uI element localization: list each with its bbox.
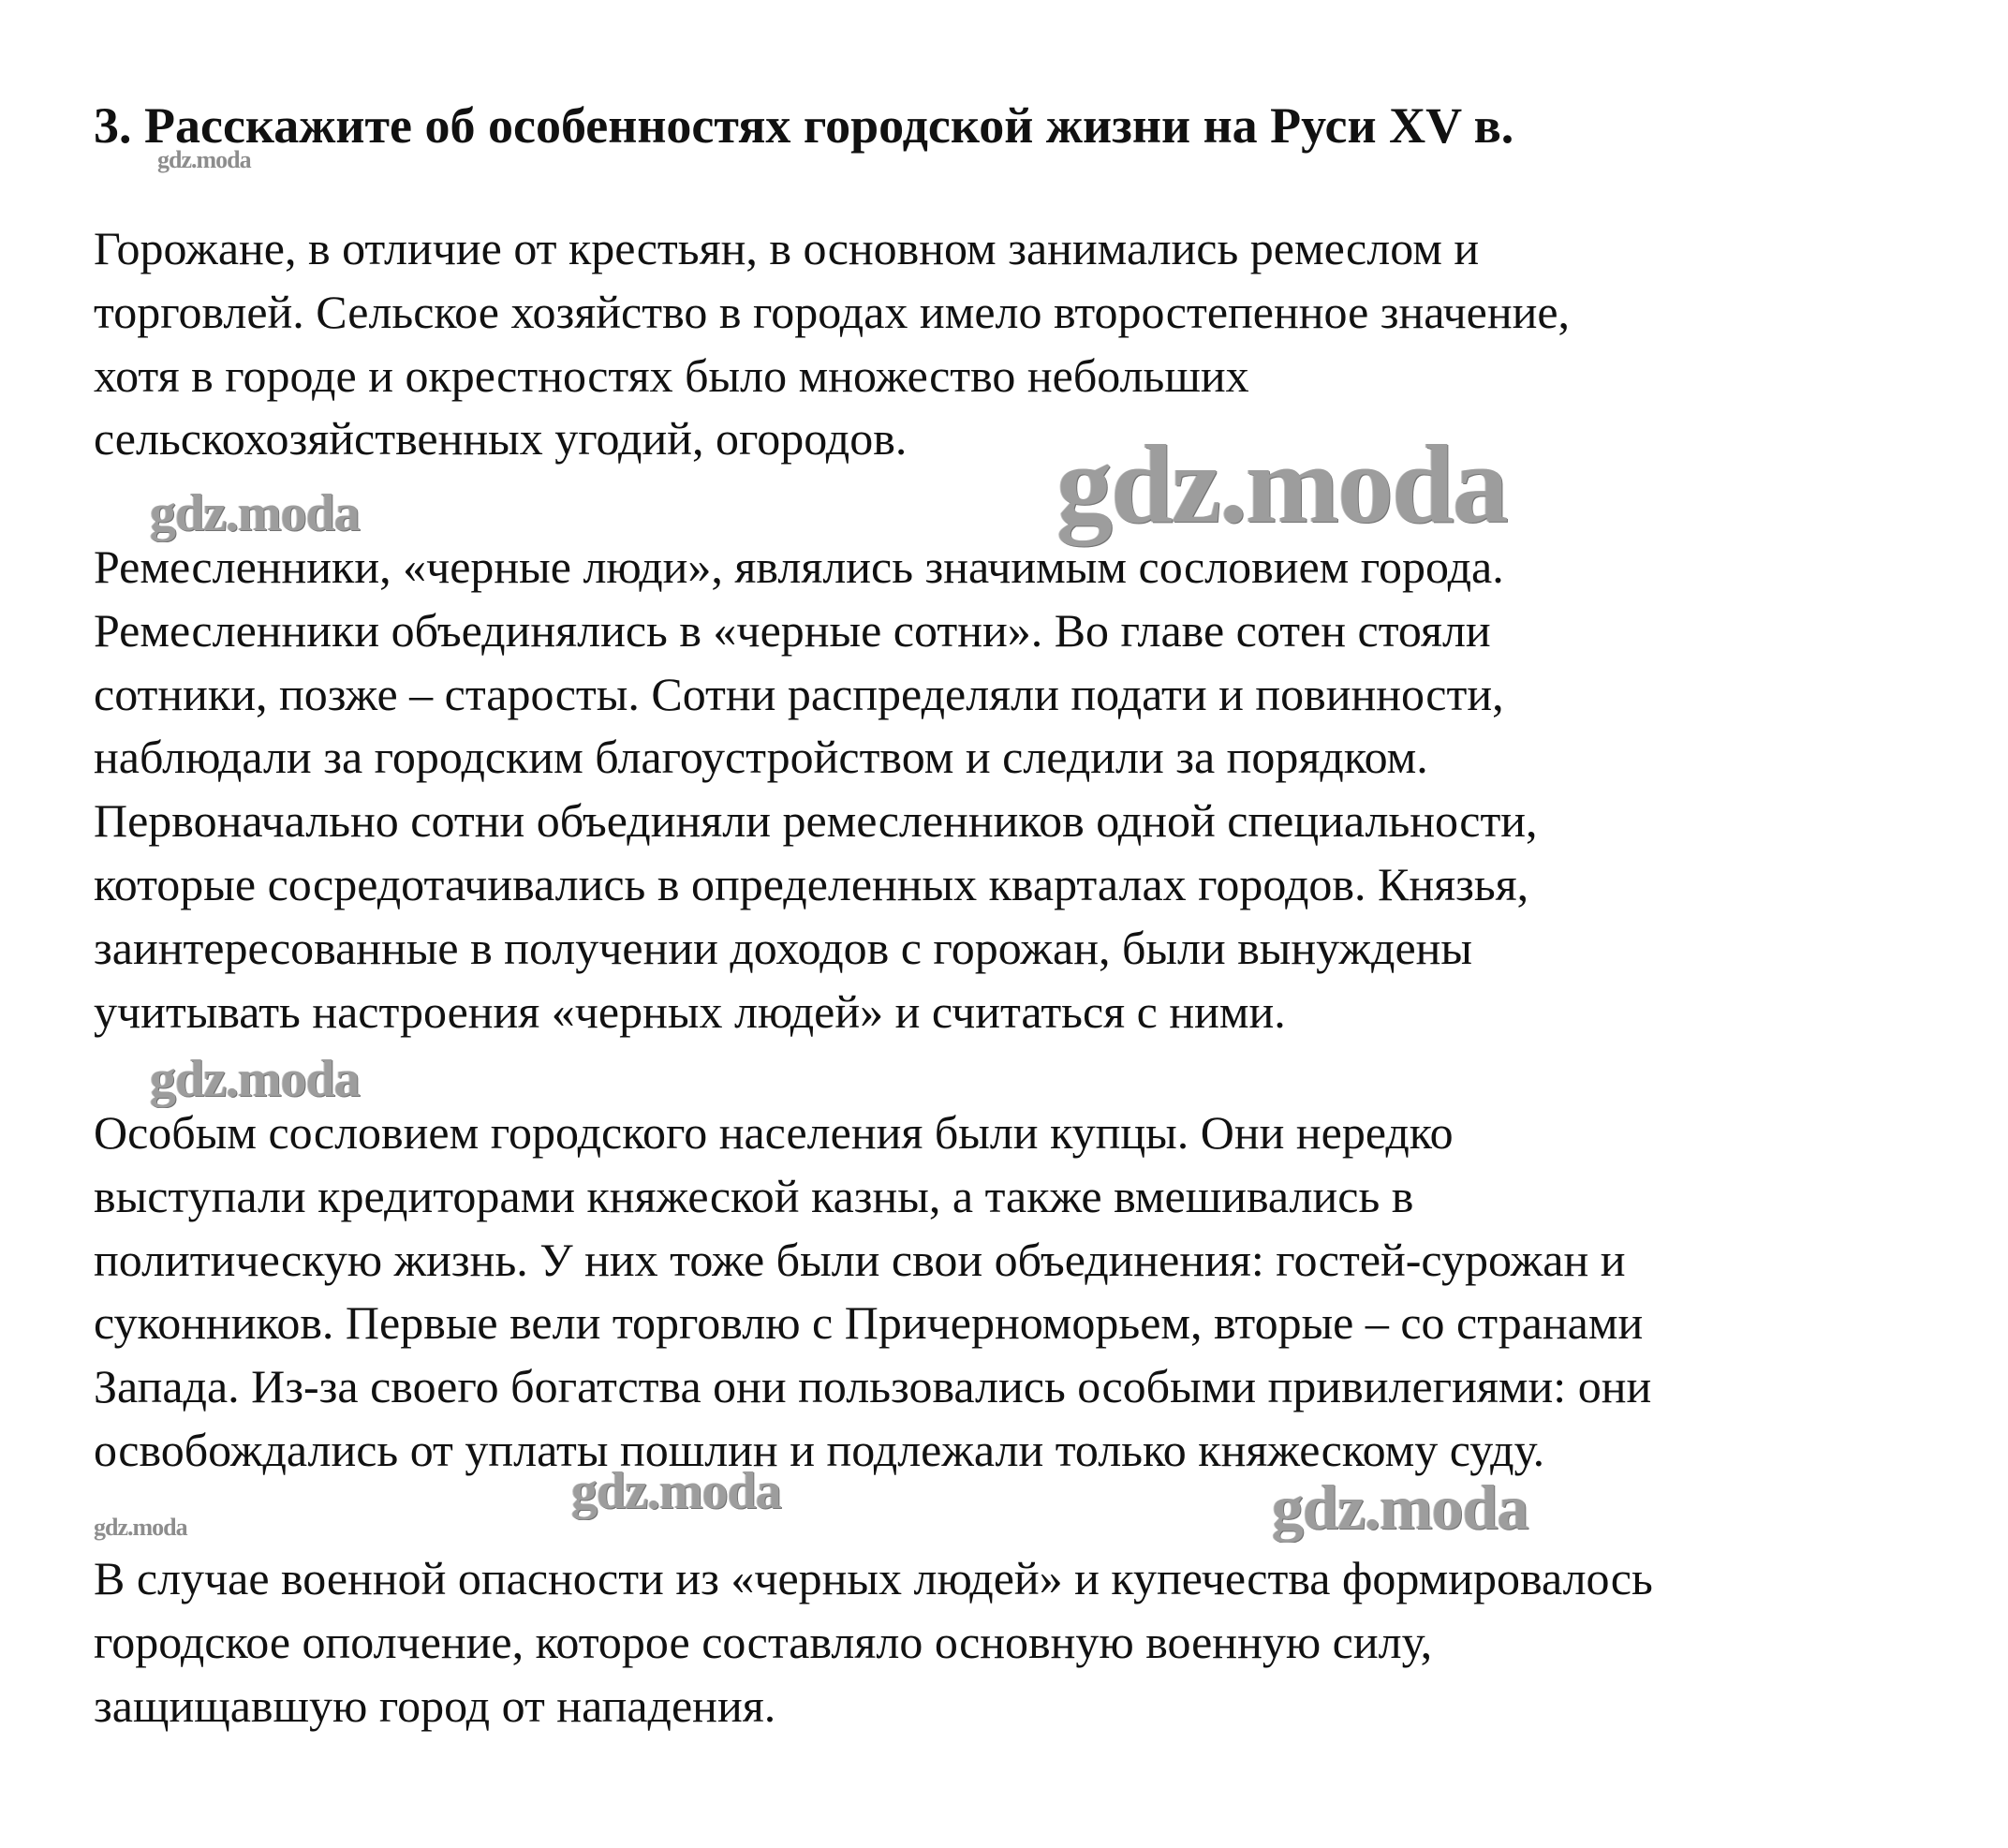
- question-heading: 3. Расскажите об особенностях городской жизни на Руси XV в.: [94, 97, 1514, 154]
- paragraph-merchants: [94, 1101, 1986, 1483]
- paragraph-line: Особым сословием городского населения были купцы. Они нередко: [94, 1106, 1454, 1159]
- watermark-logo: gdz.moda: [1056, 421, 1507, 546]
- watermark-logo: gdz.moda: [150, 484, 360, 542]
- paragraph-line: сотники, позже – старосты. Сотни распределяли подати и повинности,: [94, 667, 1504, 720]
- paragraph-line: учитывать настроения «черных людей» и считаться с ними.: [94, 984, 1286, 1038]
- paragraph-line: сельскохозяйственных угодий, огородов.: [94, 412, 908, 466]
- paragraph-line: торговлей. Сельское хозяйство в городах имело второстепенное значение,: [94, 285, 1571, 338]
- paragraph-line: суконников. Первые вели торговлю с Причерноморьем, вторые – со странами: [94, 1296, 1644, 1350]
- paragraph-craftsmen: [94, 536, 1986, 1043]
- paragraph-line: выступали кредиторами княжеской казны, а также вмешивались в: [94, 1169, 1414, 1222]
- paragraph-line: Ремесленники, «черные люди», являлись значимым сословием города.: [94, 540, 1504, 593]
- paragraph-line: Горожане, в отличие от крестьян, в основном занимались ремеслом и: [94, 222, 1480, 274]
- paragraph-line: политическую жизнь. У них тоже были свои объединения: гостей-сурожан и: [94, 1233, 1626, 1286]
- paragraph-line: наблюдали за городским благоустройством и следили за порядком.: [94, 731, 1428, 784]
- paragraph-line: Ремесленники объединялись в «черные сотни». Во главе сотен стояли: [94, 603, 1491, 657]
- paragraph-line: городское ополчение, которое составляло основную военную силу,: [94, 1615, 1433, 1668]
- watermark-logo: gdz.moda: [157, 146, 251, 173]
- paragraph-townspeople: [94, 217, 1986, 471]
- paragraph-line: В случае военной опасности из «черных людей» и купечества формировалось: [94, 1552, 1653, 1604]
- paragraph-line: Первоначально сотни объединяли ремесленников одной специальности,: [94, 794, 1538, 848]
- paragraph-line: заинтересованные в получении доходов с горожан, были вынуждены: [94, 921, 1473, 974]
- paragraph-line: Запада. Из-за своего богатства они пользовались особыми привилегиями: они: [94, 1360, 1652, 1413]
- watermark-logo: gdz.moda: [150, 1050, 360, 1108]
- paragraph-line: освобождались от уплаты пошлин и подлежали только княжескому суду.: [94, 1423, 1545, 1476]
- paragraph-line: защищавшую город от нападения.: [94, 1678, 776, 1732]
- paragraph-militia: [94, 1547, 1986, 1737]
- paragraph-line: которые сосредотачивались в определенных кварталах городов. Князья,: [94, 857, 1529, 910]
- paragraph-line: хотя в городе и окрестностях было множество небольших: [94, 348, 1249, 402]
- watermark-logo: gdz.moda: [94, 1514, 187, 1541]
- watermark-logo: gdz.moda: [571, 1462, 781, 1520]
- watermark-logo: gdz.moda: [1272, 1471, 1528, 1543]
